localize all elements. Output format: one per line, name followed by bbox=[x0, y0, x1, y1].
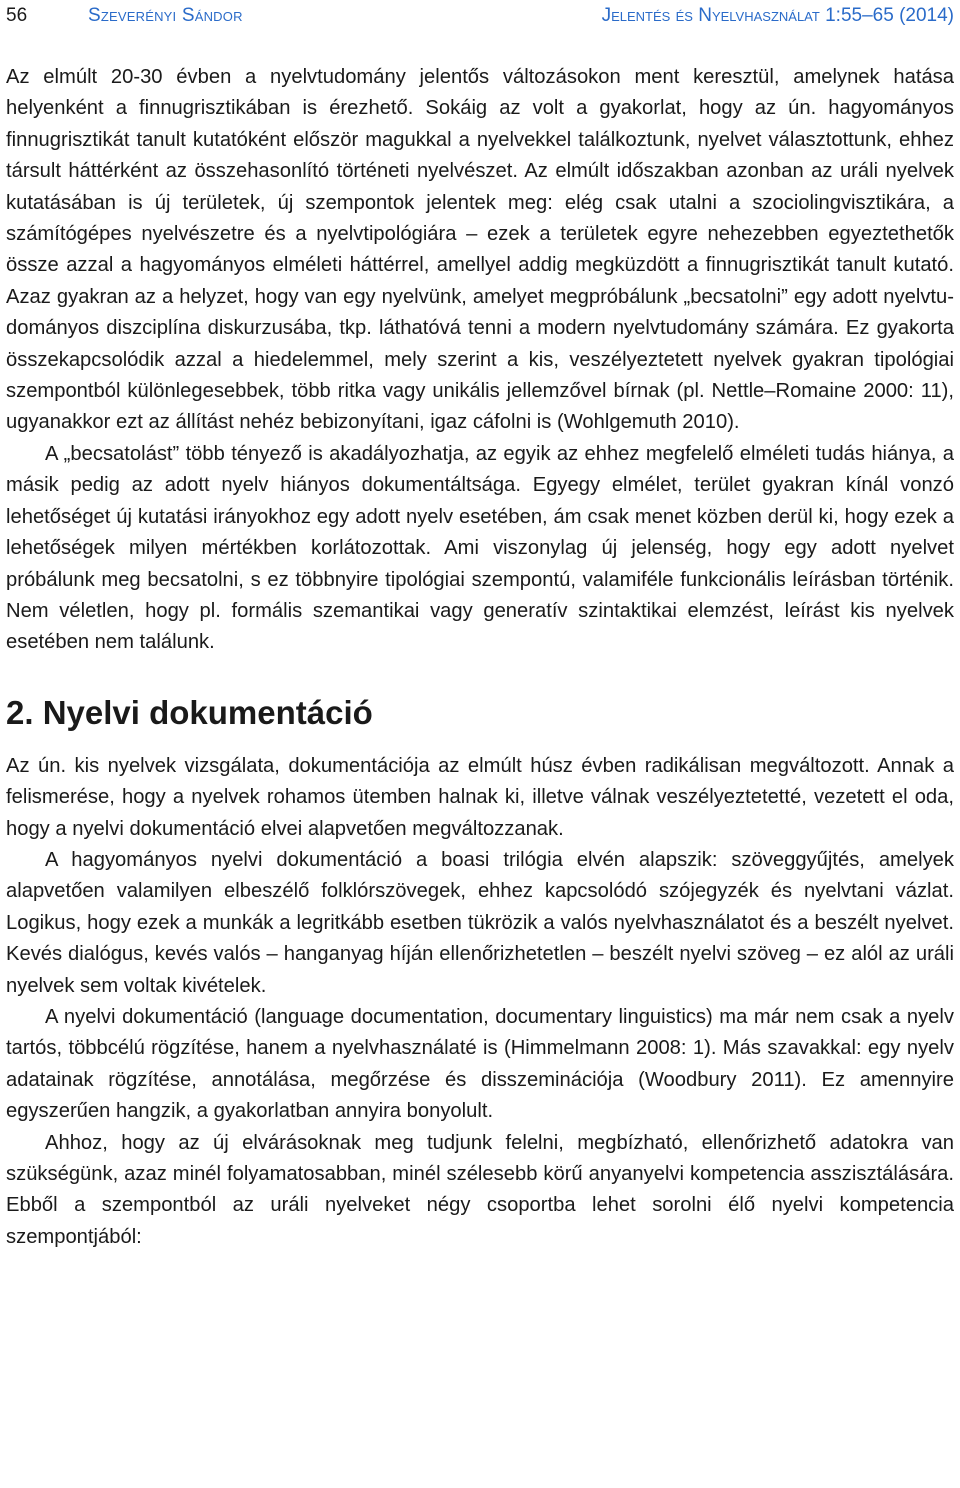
page-number: 56 bbox=[6, 5, 28, 26]
paragraph: A „becsatolást” több tényező is akadályozhatja, az egyik az ehhez megfelelő elméleti tudás hiánya, a másik pedig az adott nyelv hiányos dokumentáltsága. Egyegy elmélet, terület gyakran kínál vonzó lehetőséget új kutatási irányokhoz egy adott nyelv esetében, ám csak menet közben derül ki, hogy ezek a lehetőségek milyen mértékben korlátozottak. Ami viszonylag új jelenség, hogy egy adott nyelvet próbálunk meg becsatolni, s ez többnyire tipológiai szempontú, valamiféle funkcionális leírásban történik. Nem véletlen, hogy pl. formális szemantikai vagy generatív szintaktikai elemzést, leírást kis nyelvek esetében nem találunk. bbox=[6, 442, 954, 654]
section-heading: 2. Nyelvi dokumentáció bbox=[6, 693, 373, 731]
running-header bbox=[6, 2, 954, 30]
paragraph: Ahhoz, hogy az új elvárásoknak meg tudjunk felelni, megbízható, ellenőrizhető adatokra van szükségünk, azaz minél folyamatosabban, minél szélesebb körű anyanyelvi kompetencia asszisztálására. Ebből a szempontból az uráli nyelveket négy csoportba lehet sorolni élő nyelvi kompetencia szempontjából: bbox=[6, 1131, 954, 1248]
running-head-author: Szeverényi Sándor bbox=[88, 5, 243, 26]
journal-name: Jelentés és Nyelvhasználat bbox=[601, 5, 820, 26]
journal-citation: 1:55–65 (2014) bbox=[819, 5, 954, 26]
article-body bbox=[6, 62, 954, 1253]
running-head-journal bbox=[602, 2, 954, 30]
paragraph: Az elmúlt 20-30 évben a nyelvtudomány jelentős változásokon ment keresztül, amelynek hatása helyenként a finnugrisztikában is érezhető. Sokáig az volt a gyakorlat, hogy az ún. hagyományos finnugrisztikát tanult kutatóként először magukkal a nyelvekkel találkoztunk, nyelvet választottunk, ehhez társult háttérként az összehasonlító történeti nyelvészet. Az elmúlt időszakban azonban az uráli nyelvek kutatásában is új területek, új szempontok jelentek meg: elég csak utalni a szociolingvisztikára, a számítógépes nyelvészetre és a nyelvtipológiára – ezek a területek egyre nehezebben egyeztethetők össze azzal a hagyományos elméleti háttérrel, amellyel addig megküzdött a finnugrisztikát tanult kutató. Azaz gyakran az a helyzet, hogy van egy nyelvünk, amelyet megpróbálunk „becsatolni” egy adott nyelvtudományos diszciplína diskurzusába, tkp. láthatóvá tenni a modern nyelvtudomány számára. Ez gyakorta összekapcsolódik azzal a hiedelemmel, mely szerint a kis, veszélyeztetett nyelvek gyakran tipológiai szempontból különlegesebbek, több ritka vagy unikális jellemzővel bírnak (pl. Nettle–Romaine 2000: 11), ugyanakkor ezt az állítást nehéz bebizonyítani, igaz cáfolni is (Wohlgemuth 2010). bbox=[6, 66, 954, 434]
paragraph: Az ún. kis nyelvek vizsgálata, dokumentációja az elmúlt húsz évben radikálisan megváltozott. Annak a felismerése, hogy a nyelvek rohamos ütemben halnak ki, illetve válnak veszélyeztetetté, vezetett el oda, hogy a nyelvi dokumentáció elvei alapvetően megváltozzanak. bbox=[6, 754, 954, 840]
paragraph: A hagyományos nyelvi dokumentáció a boasi trilógia elvén alapszik: szöveggyűjtés, amelyek alapvetően valamilyen elbeszélő folklórszövegek, ehhez kapcsolódó szójegyzék és nyelvtani vázlat. Logikus, hogy ezek a munkák a legritkább esetben tükrözik a valós nyelvhasználatot és a beszélt nyelvet. Kevés dialógus, kevés valós – hanganyag híján ellenőrizhetetlen – beszélt nyelvi szöveg – ez alól az uráli nyelvek sem voltak kivételek. bbox=[6, 848, 954, 997]
paragraph: A nyelvi dokumentáció (language documentation, documentary linguistics) ma már nem csak a nyelv tartós, többcélú rögzítése, hanem a nyelvhasználaté is (Himmelmann 2008: 1). Más szavakkal: egy nyelv adatainak rögzítése, annotálása, megőrzése és disszeminációja (Woodbury 2011). Ez amennyire egyszerűen hangzik, a gyakorlatban annyira bonyolult. bbox=[6, 1005, 954, 1123]
